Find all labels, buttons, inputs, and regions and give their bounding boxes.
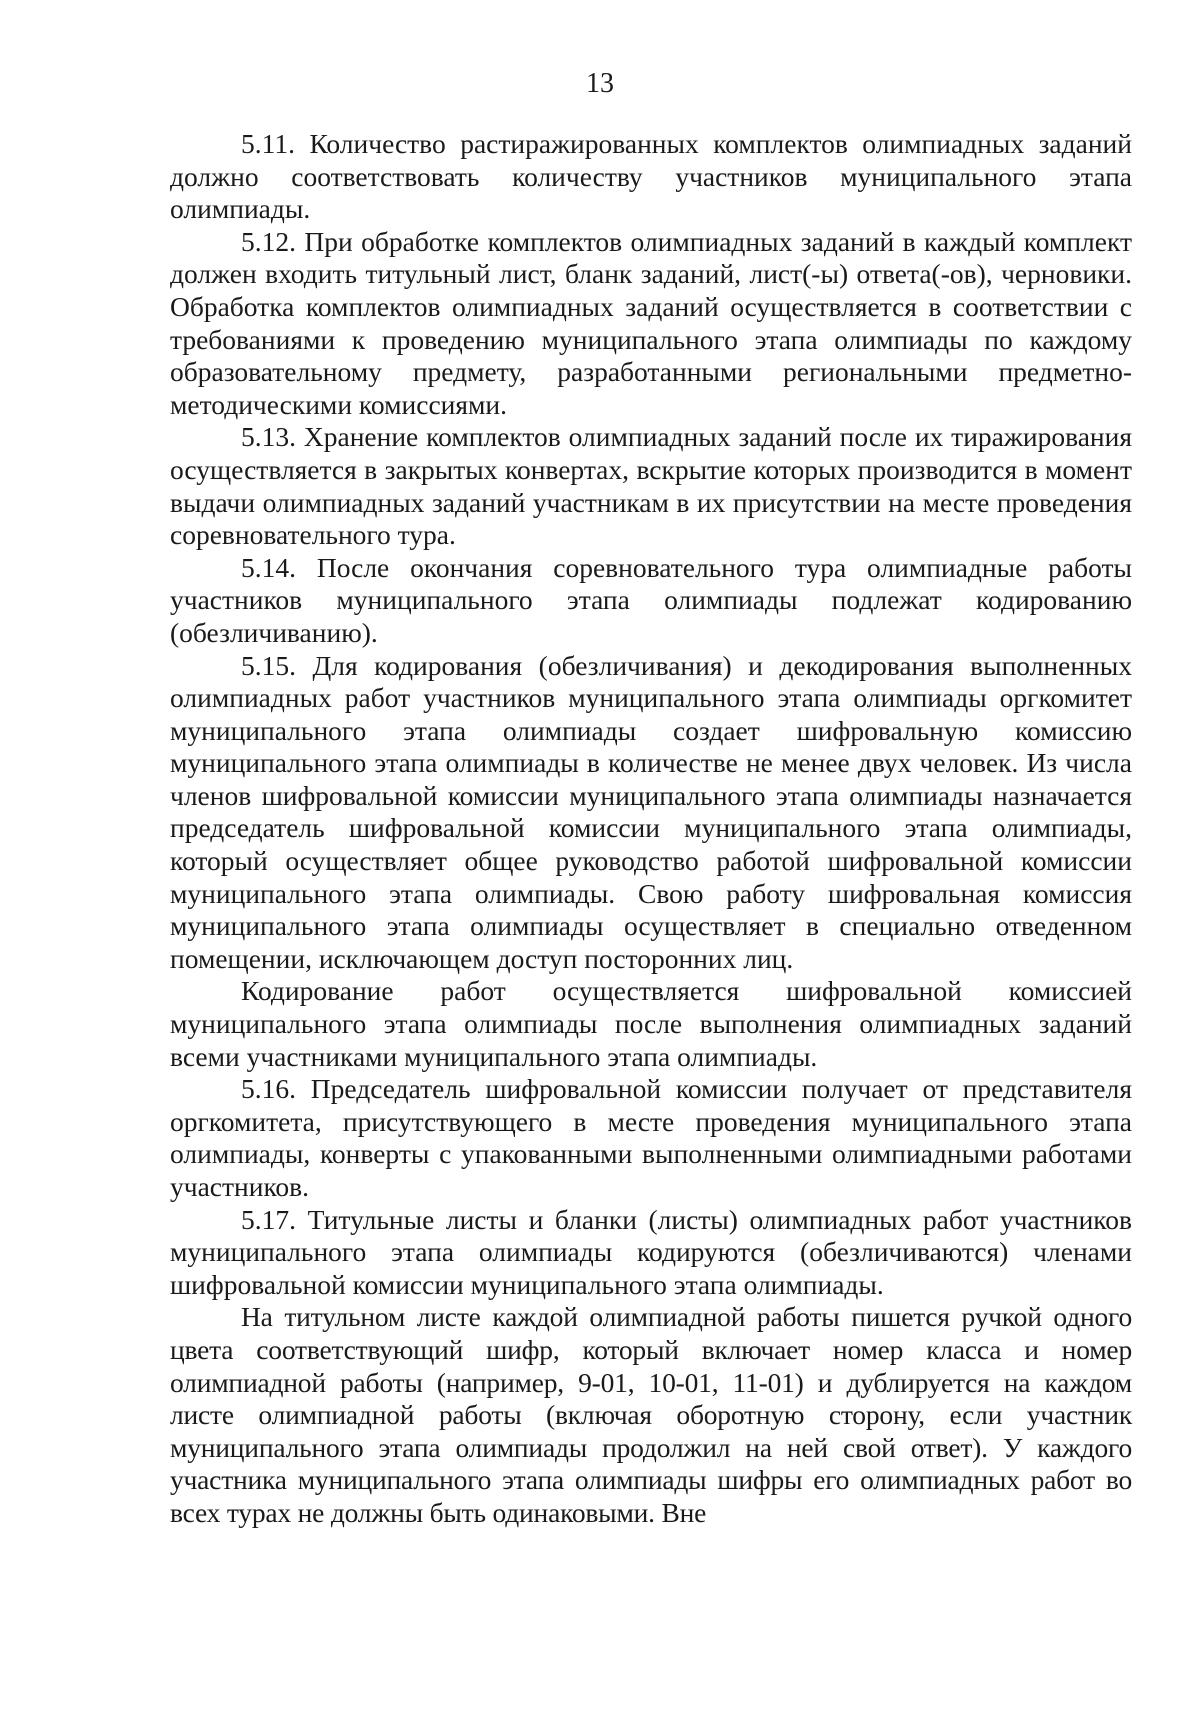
paragraph-5-15: 5.15. Для кодирования (обезличивания) и декодирования выполненных олимпиадных работ участников муниципального этапа олимпиады оргкомитет муниципального этапа олимпиады создает шифровальную комиссию муниципального этапа олимпиады в количестве не менее двух человек. Из числа членов шифровальной комиссии муниципального этапа олимпиады назначается председатель шифровальной комиссии муниципального этапа олимпиады, который осуществляет общее руководство работой шифровальной комиссии муниципального этапа олимпиады. Свою работу шифровальная комиссия муниципального этапа олимпиады осуществляет в специально отведенном помещении, исключающем доступ посторонних лиц. [170, 649, 1132, 974]
page-number: 13 [586, 68, 614, 99]
paragraph-5-11: 5.11. Количество растиражированных комплектов олимпиадных заданий должно соответствовать количеству участников муниципального этапа олимпиады. [170, 128, 1132, 225]
paragraph-coding: Кодирование работ осуществляется шифровальной комиссией муниципального этапа олимпиады после выполнения олимпиадных заданий всеми участниками муниципального этапа олимпиады. [170, 975, 1132, 1072]
paragraph-5-12: 5.12. При обработке комплектов олимпиадных заданий в каждый комплект должен входить титульный лист, бланк заданий, лист(-ы) ответа(-ов), черновики. Обработка комплектов олимпиадных заданий осуществляется в соответствии с требованиями к проведению муниципального этапа олимпиады по каждому образовательному предмету, разработанными региональными предметно-методическими комиссиями. [170, 225, 1132, 420]
paragraph-5-13: 5.13. Хранение комплектов олимпиадных заданий после их тиражирования осуществляется в закрытых конвертах, вскрытие которых производится в момент выдачи олимпиадных заданий участникам в их присутствии на месте проведения соревновательного тура. [170, 421, 1132, 551]
paragraph-5-14: 5.14. После окончания соревновательного тура олимпиадные работы участников муниципального этапа олимпиады подлежат кодированию (обезличиванию). [170, 551, 1132, 648]
paragraph-5-16: 5.16. Председатель шифровальной комиссии получает от представителя оргкомитета, присутствующего в месте проведения муниципального этапа олимпиады, конверты с упакованными выполненными олимпиадными работами участников. [170, 1073, 1132, 1202]
body-text [170, 128, 1132, 1530]
paragraph-5-17: 5.17. Титульные листы и бланки (листы) олимпиадных работ участников муниципального этапа олимпиады кодируются (обезличиваются) членами шифровальной комиссии муниципального этапа олимпиады. [170, 1203, 1132, 1300]
paragraph-title-sheet: На титульном листе каждой олимпиадной работы пишется ручкой одного цвета соответствующий шифр, который включает номер класса и номер олимпиадной работы (например, 9-01, 10-01, 11-01) и дублируется на каждом листе олимпиадной работы (включая оборотную сторону, если участник муниципального этапа олимпиады продолжил на ней свой ответ). У каждого участника муниципального этапа олимпиады шифры его олимпиадных работ во всех турах не должны быть одинаковыми. Вне [170, 1301, 1132, 1528]
